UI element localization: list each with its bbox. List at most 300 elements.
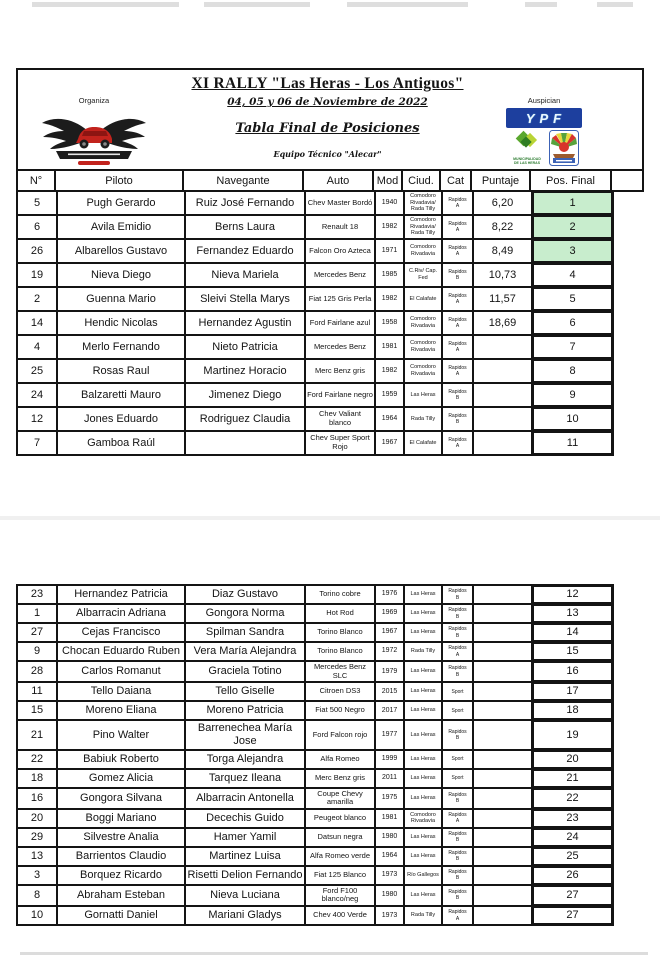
points-cell xyxy=(474,848,533,865)
car-number-cell: 2 xyxy=(18,288,58,310)
car-cell: Mercedes Benz xyxy=(306,264,376,286)
final-position-cell: 23 xyxy=(533,810,614,827)
points-cell xyxy=(474,605,533,622)
event-title: XI RALLY "Las Heras - Los Antiguos" xyxy=(191,75,464,92)
pilot-cell: Gongora Silvana xyxy=(58,789,186,808)
points-cell xyxy=(474,770,533,787)
city-cell: El Calafate xyxy=(405,432,443,454)
category-cell xyxy=(443,867,474,884)
category-class: Rapidos xyxy=(448,388,467,395)
city-cell: Río Gallegos xyxy=(405,867,443,884)
model-year-cell: 1975 xyxy=(376,789,405,808)
category-class: Rapidos xyxy=(448,244,467,251)
category-class: Rapidos xyxy=(448,292,467,299)
car-cell: Coupe Chevy amarilla xyxy=(306,789,376,808)
category-cell xyxy=(443,432,474,454)
navigator-cell: Tello Giselle xyxy=(186,683,306,700)
points-cell: 10,73 xyxy=(474,264,533,286)
car-number-cell: 16 xyxy=(18,789,58,808)
car-cell: Renault 18 xyxy=(306,216,376,238)
pilot-cell: Barrientos Claudio xyxy=(58,848,186,865)
column-header: Pos. Final xyxy=(531,171,612,190)
final-position-cell: 22 xyxy=(533,789,614,808)
category-group: B xyxy=(455,613,460,620)
points-cell xyxy=(474,721,533,748)
page-fold-shadow xyxy=(0,516,660,520)
category-cell xyxy=(443,789,474,808)
navigator-cell: Martinez Horacio xyxy=(186,360,306,382)
points-cell: 8,49 xyxy=(474,240,533,262)
navigator-cell: Diaz Gustavo xyxy=(186,586,306,603)
car-number-cell: 14 xyxy=(18,312,58,334)
municipality-diamonds-icon xyxy=(512,130,542,152)
city-cell: Rada Tilly xyxy=(405,408,443,430)
category-group: A xyxy=(455,818,460,825)
car-number-cell: 22 xyxy=(18,751,58,768)
table-row xyxy=(18,408,614,432)
municipality-name-line2: DE LAS HERAS xyxy=(513,161,541,166)
category-cell xyxy=(443,586,474,603)
category-group: B xyxy=(455,594,460,601)
category-cell xyxy=(443,312,474,334)
car-cell: Fiat 125 Blanco xyxy=(306,867,376,884)
model-year-cell: 1979 xyxy=(376,662,405,681)
pilot-cell: Silvestre Analia xyxy=(58,829,186,846)
pilot-cell: Rosas Raul xyxy=(58,360,186,382)
model-year-cell: 1980 xyxy=(376,886,405,905)
category-cell xyxy=(443,683,474,700)
pilot-cell: Pugh Gerardo xyxy=(58,192,186,214)
category-class: Rapidos xyxy=(448,196,467,203)
column-header: Piloto xyxy=(56,171,184,190)
navigator-cell: Hamer Yamil xyxy=(186,829,306,846)
pilot-cell: Moreno Eliana xyxy=(58,702,186,719)
category-group: B xyxy=(455,856,460,863)
final-position-cell: 11 xyxy=(533,432,614,454)
category-group: B xyxy=(455,798,460,805)
category-class: Rapidos xyxy=(448,909,467,916)
car-cell: Citroen DS3 xyxy=(306,683,376,700)
table-row xyxy=(18,360,614,384)
category-class: Sport xyxy=(451,774,464,781)
pilot-cell: Hendic Nicolas xyxy=(58,312,186,334)
column-header: N° xyxy=(18,171,56,190)
model-year-cell: 2011 xyxy=(376,770,405,787)
auspician-label: Auspician xyxy=(527,96,561,105)
car-number-cell: 27 xyxy=(18,624,58,641)
pilot-cell: Pino Walter xyxy=(58,721,186,748)
model-year-cell: 1982 xyxy=(376,216,405,238)
category-group: A xyxy=(455,203,460,209)
table-row xyxy=(18,867,614,886)
table-row xyxy=(18,810,614,829)
city-crest-logo xyxy=(549,130,579,166)
table-row xyxy=(18,432,614,456)
category-cell xyxy=(443,643,474,660)
city-cell: Las Heras xyxy=(405,848,443,865)
final-position-cell: 8 xyxy=(533,360,614,382)
pilot-cell: Boggi Mariano xyxy=(58,810,186,827)
car-cell: Mercedes Benz xyxy=(306,336,376,358)
table-row xyxy=(18,192,614,216)
top-scan-bar xyxy=(597,2,633,7)
final-position-cell: 16 xyxy=(533,662,614,681)
navigator-cell: Ruiz José Fernando xyxy=(186,192,306,214)
pilot-cell: Hernandez Patricia xyxy=(58,586,186,603)
points-cell: 6,20 xyxy=(474,192,533,214)
points-cell xyxy=(474,336,533,358)
car-cell: Merc Benz gris xyxy=(306,360,376,382)
model-year-cell: 1972 xyxy=(376,643,405,660)
table-row xyxy=(18,336,614,360)
final-position-cell: 5 xyxy=(533,288,614,310)
points-cell: 18,69 xyxy=(474,312,533,334)
table-row xyxy=(18,683,614,702)
event-dates: 04, 05 y 06 de Noviembre de 2022 xyxy=(227,96,428,108)
points-cell xyxy=(474,432,533,454)
navigator-cell: Graciela Totino xyxy=(186,662,306,681)
final-position-cell: 27 xyxy=(533,907,614,924)
car-cell: Fiat 500 Negro xyxy=(306,702,376,719)
navigator-cell: Martinez Luisa xyxy=(186,848,306,865)
car-number-cell: 28 xyxy=(18,662,58,681)
city-cell: Las Heras xyxy=(405,662,443,681)
navigator-cell: Nieto Patricia xyxy=(186,336,306,358)
title-block xyxy=(163,75,492,159)
category-group: B xyxy=(455,875,460,882)
car-cell: Torino Blanco xyxy=(306,624,376,641)
city-cell: Comodoro Rivadavia xyxy=(405,312,443,334)
table-row xyxy=(18,240,614,264)
category-group: A xyxy=(455,299,460,305)
category-cell xyxy=(443,751,474,768)
car-number-cell: 6 xyxy=(18,216,58,238)
city-cell: Las Heras xyxy=(405,829,443,846)
car-cell: Mercedes Benz SLC xyxy=(306,662,376,681)
final-position-cell: 1 xyxy=(533,192,614,214)
category-cell xyxy=(443,605,474,622)
points-cell xyxy=(474,360,533,382)
car-cell: Datsun negra xyxy=(306,829,376,846)
category-class: Rapidos xyxy=(448,626,467,633)
car-cell: Peugeot blanco xyxy=(306,810,376,827)
car-number-cell: 5 xyxy=(18,192,58,214)
points-cell xyxy=(474,886,533,905)
pilot-cell: Albarellos Gustavo xyxy=(58,240,186,262)
ypf-logo-text: YPF xyxy=(525,110,567,126)
navigator-cell: Torga Alejandra xyxy=(186,751,306,768)
pilot-cell: Nieva Diego xyxy=(58,264,186,286)
model-year-cell: 2017 xyxy=(376,702,405,719)
final-position-cell: 21 xyxy=(533,770,614,787)
car-cell: Chev 400 Verde xyxy=(306,907,376,924)
car-number-cell: 20 xyxy=(18,810,58,827)
final-position-cell: 10 xyxy=(533,408,614,430)
table-row xyxy=(18,288,614,312)
points-cell xyxy=(474,751,533,768)
category-group: A xyxy=(455,651,460,658)
category-class: Rapidos xyxy=(448,412,467,419)
city-cell: Las Heras xyxy=(405,886,443,905)
organiza-label: Organiza xyxy=(78,96,110,105)
pilot-cell: Merlo Fernando xyxy=(58,336,186,358)
table-row xyxy=(18,586,614,605)
model-year-cell: 1982 xyxy=(376,288,405,310)
car-cell: Chev Master Bordó xyxy=(306,192,376,214)
category-class: Rapidos xyxy=(448,889,467,896)
category-group: B xyxy=(455,419,460,425)
sponsors-block xyxy=(502,96,586,166)
model-year-cell: 1959 xyxy=(376,384,405,406)
final-position-cell: 3 xyxy=(533,240,614,262)
pilot-cell: Jones Eduardo xyxy=(58,408,186,430)
table-row xyxy=(18,264,614,288)
city-cell: Las Heras xyxy=(405,751,443,768)
model-year-cell: 1981 xyxy=(376,810,405,827)
category-cell xyxy=(443,264,474,286)
car-cell: Merc Benz gris xyxy=(306,770,376,787)
municipality-logo xyxy=(509,130,545,165)
top-scan-bar xyxy=(204,2,310,7)
points-cell xyxy=(474,702,533,719)
city-cell: Las Heras xyxy=(405,384,443,406)
final-position-cell: 24 xyxy=(533,829,614,846)
city-cell: Comodoro Rivadavia/ Rada Tilly xyxy=(405,216,443,238)
car-cell: Ford Fairlane negro xyxy=(306,384,376,406)
points-cell xyxy=(474,789,533,808)
category-group: A xyxy=(455,251,460,257)
points-cell xyxy=(474,586,533,603)
points-cell xyxy=(474,384,533,406)
car-number-cell: 13 xyxy=(18,848,58,865)
table-row xyxy=(18,770,614,789)
city-cell: Las Heras xyxy=(405,683,443,700)
navigator-cell: Gongora Norma xyxy=(186,605,306,622)
navigator-cell: Nieva Luciana xyxy=(186,886,306,905)
category-cell xyxy=(443,288,474,310)
navigator-cell: Barrenechea María Jose xyxy=(186,721,306,748)
model-year-cell: 1977 xyxy=(376,721,405,748)
category-class: Rapidos xyxy=(448,340,467,347)
car-cell: Ford Fairlane azul xyxy=(306,312,376,334)
category-class: Rapidos xyxy=(448,728,467,735)
table-row xyxy=(18,848,614,867)
navigator-cell: Vera María Alejandra xyxy=(186,643,306,660)
category-class: Rapidos xyxy=(448,364,467,371)
navigator-cell: Sleivi Stella Marys xyxy=(186,288,306,310)
category-group: B xyxy=(455,734,460,741)
results-table-positions-12-27 xyxy=(16,584,614,926)
category-cell xyxy=(443,360,474,382)
car-number-cell: 8 xyxy=(18,886,58,905)
category-group: A xyxy=(455,347,460,353)
table-row xyxy=(18,384,614,408)
city-cell: Comodoro Rivadavia xyxy=(405,336,443,358)
table-row xyxy=(18,702,614,721)
category-class: Sport xyxy=(451,707,464,714)
pilot-cell: Avila Emidio xyxy=(58,216,186,238)
pilot-cell: Abraham Esteban xyxy=(58,886,186,905)
navigator-cell: Moreno Patricia xyxy=(186,702,306,719)
category-class: Rapidos xyxy=(448,869,467,876)
model-year-cell: 1976 xyxy=(376,586,405,603)
category-cell xyxy=(443,810,474,827)
category-class: Rapidos xyxy=(448,665,467,672)
category-group: A xyxy=(455,323,460,329)
table-row xyxy=(18,662,614,683)
car-number-cell: 21 xyxy=(18,721,58,748)
table-row xyxy=(18,907,614,926)
category-cell xyxy=(443,829,474,846)
category-class: Rapidos xyxy=(448,607,467,614)
city-cell: Rada Tilly xyxy=(405,907,443,924)
pilot-cell: Albarracin Adriana xyxy=(58,605,186,622)
city-cell: Comodoro Rivadavia xyxy=(405,240,443,262)
final-position-cell: 4 xyxy=(533,264,614,286)
table-row xyxy=(18,643,614,662)
car-number-cell: 11 xyxy=(18,683,58,700)
category-cell xyxy=(443,907,474,924)
car-number-cell: 4 xyxy=(18,336,58,358)
car-cell: Torino cobre xyxy=(306,586,376,603)
category-cell xyxy=(443,624,474,641)
car-number-cell: 29 xyxy=(18,829,58,846)
points-cell: 11,57 xyxy=(474,288,533,310)
table-row xyxy=(18,829,614,848)
pilot-cell: Carlos Romanut xyxy=(58,662,186,681)
category-group: B xyxy=(455,275,460,281)
table-column-headers xyxy=(18,169,642,190)
final-position-cell: 27 xyxy=(533,886,614,905)
navigator-cell: Fernandez Eduardo xyxy=(186,240,306,262)
category-group: A xyxy=(455,227,460,233)
category-class: Sport xyxy=(451,688,464,695)
car-number-cell: 1 xyxy=(18,605,58,622)
category-cell xyxy=(443,770,474,787)
points-cell xyxy=(474,408,533,430)
category-cell xyxy=(443,721,474,748)
car-cell: Alfa Romeo xyxy=(306,751,376,768)
model-year-cell: 1980 xyxy=(376,829,405,846)
category-class: Rapidos xyxy=(448,220,467,227)
category-class: Rapidos xyxy=(448,316,467,323)
final-position-cell: 17 xyxy=(533,683,614,700)
model-year-cell: 1969 xyxy=(376,605,405,622)
pilot-cell: Balzaretti Mauro xyxy=(58,384,186,406)
document-header-box xyxy=(16,68,644,192)
category-class: Sport xyxy=(451,755,464,762)
category-group: A xyxy=(455,443,460,449)
final-position-cell: 12 xyxy=(533,586,614,603)
table-row xyxy=(18,605,614,624)
model-year-cell: 1967 xyxy=(376,624,405,641)
city-cell: Las Heras xyxy=(405,721,443,748)
car-number-cell: 24 xyxy=(18,384,58,406)
final-position-cell: 15 xyxy=(533,643,614,660)
final-position-cell: 6 xyxy=(533,312,614,334)
car-cell: Chev Super Sport Rojo xyxy=(306,432,376,454)
table-row xyxy=(18,751,614,770)
category-group: B xyxy=(455,671,460,678)
column-header: Navegante xyxy=(184,171,304,190)
navigator-cell: Mariani Gladys xyxy=(186,907,306,924)
car-number-cell: 9 xyxy=(18,643,58,660)
final-position-cell: 26 xyxy=(533,867,614,884)
category-cell xyxy=(443,702,474,719)
table-row xyxy=(18,216,614,240)
pilot-cell: Tello Daiana xyxy=(58,683,186,700)
city-cell: C.Riv/ Cap. Fed xyxy=(405,264,443,286)
car-number-cell: 10 xyxy=(18,907,58,924)
car-cell: Alfa Romeo verde xyxy=(306,848,376,865)
category-class: Rapidos xyxy=(448,850,467,857)
final-position-cell: 9 xyxy=(533,384,614,406)
category-class: Rapidos xyxy=(448,588,467,595)
final-position-cell: 14 xyxy=(533,624,614,641)
column-header: Auto xyxy=(304,171,374,190)
points-cell xyxy=(474,624,533,641)
category-class: Rapidos xyxy=(448,645,467,652)
city-cell: Comodoro Rivadavia xyxy=(405,360,443,382)
points-cell xyxy=(474,810,533,827)
final-position-cell: 7 xyxy=(533,336,614,358)
car-number-cell: 25 xyxy=(18,360,58,382)
final-position-cell: 25 xyxy=(533,848,614,865)
car-cell: Ford F100 blanco/neg xyxy=(306,886,376,905)
car-cell: Torino Blanco xyxy=(306,643,376,660)
model-year-cell: 1999 xyxy=(376,751,405,768)
category-group: B xyxy=(455,895,460,902)
model-year-cell: 1982 xyxy=(376,360,405,382)
points-cell xyxy=(474,643,533,660)
model-year-cell: 1940 xyxy=(376,192,405,214)
points-cell xyxy=(474,662,533,681)
category-group: B xyxy=(455,395,460,401)
final-position-cell: 19 xyxy=(533,721,614,748)
city-cell: Comodoro Rivadavia xyxy=(405,810,443,827)
navigator-cell: Hernandez Agustin xyxy=(186,312,306,334)
city-cell: El Calafate xyxy=(405,288,443,310)
final-position-cell: 20 xyxy=(533,751,614,768)
model-year-cell: 1973 xyxy=(376,867,405,884)
category-group: B xyxy=(455,632,460,639)
car-cell: Falcon Oro Azteca xyxy=(306,240,376,262)
column-header: Mod xyxy=(374,171,403,190)
category-cell xyxy=(443,336,474,358)
car-cell: Hot Rod xyxy=(306,605,376,622)
category-class: Rapidos xyxy=(448,268,467,275)
category-cell xyxy=(443,192,474,214)
municipality-name-line1: MUNICIPALIDAD xyxy=(513,157,541,161)
table-row xyxy=(18,886,614,907)
category-class: Rapidos xyxy=(448,436,467,443)
car-cell: Ford Falcon rojo xyxy=(306,721,376,748)
car-number-cell: 15 xyxy=(18,702,58,719)
navigator-cell: Rodriguez Claudia xyxy=(186,408,306,430)
ypf-logo xyxy=(506,108,582,128)
category-group: B xyxy=(455,837,460,844)
table-row xyxy=(18,624,614,643)
city-cell: Las Heras xyxy=(405,605,443,622)
car-number-cell: 7 xyxy=(18,432,58,454)
pilot-cell: Gornatti Daniel xyxy=(58,907,186,924)
points-cell xyxy=(474,683,533,700)
category-cell xyxy=(443,216,474,238)
rally-club-logo xyxy=(38,107,150,169)
navigator-cell: Nieva Mariela xyxy=(186,264,306,286)
category-cell xyxy=(443,240,474,262)
city-cell: Las Heras xyxy=(405,789,443,808)
